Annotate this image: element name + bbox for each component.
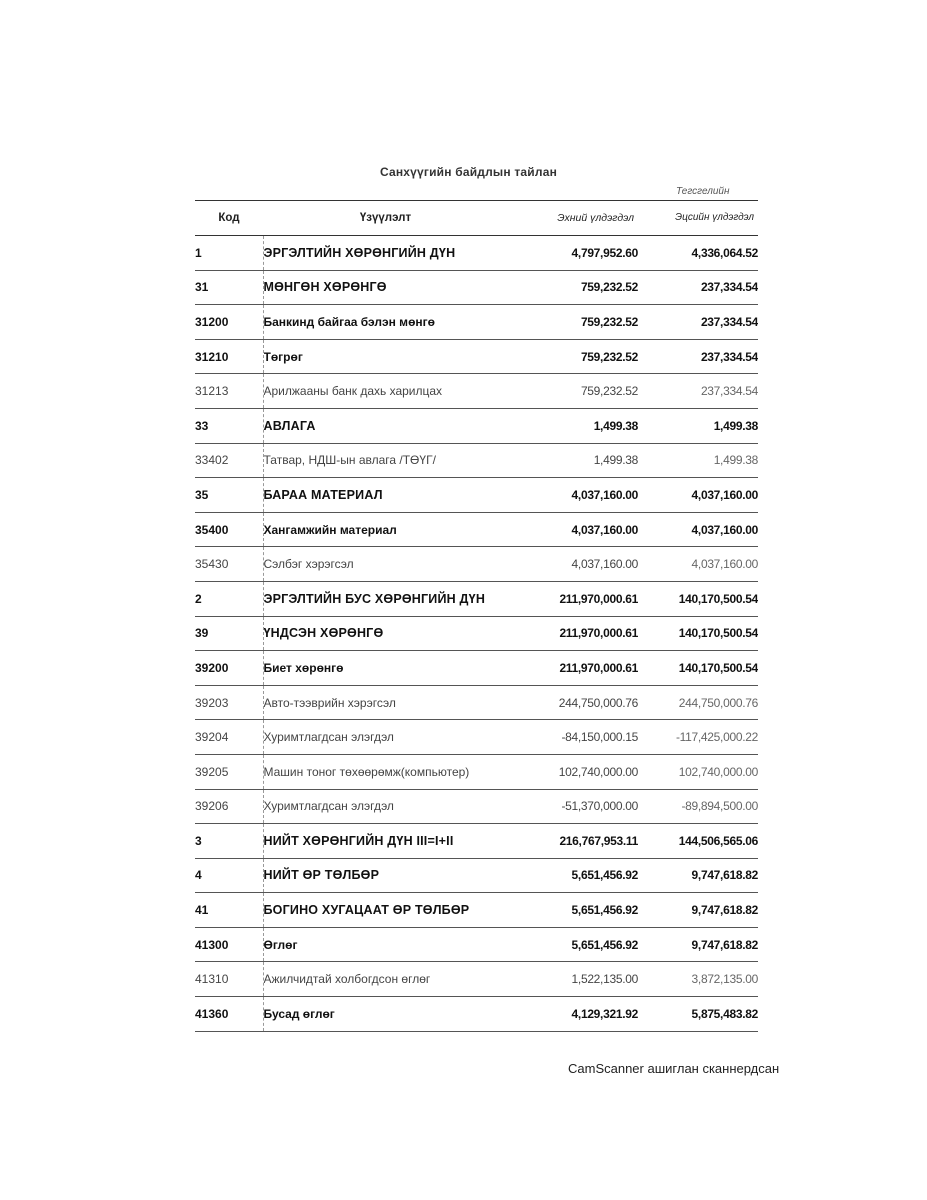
row-description: Төгрөг [263, 339, 508, 374]
row-description: Машин тоног төхөөрөмж(компьютер) [263, 754, 508, 789]
row-opening-balance: 216,767,953.11 [508, 824, 638, 859]
row-opening-balance: 5,651,456.92 [508, 927, 638, 962]
row-closing-balance: 237,334.54 [638, 305, 758, 340]
table-row [195, 789, 758, 824]
header-opening-balance: Эхний үлдэгдэл [508, 201, 638, 236]
row-closing-balance: 1,499.38 [638, 443, 758, 478]
row-description: Хангамжийн материал [263, 512, 508, 547]
row-description: Арилжааны банк дахь харилцах [263, 374, 508, 409]
row-description: БОГИНО ХУГАЦААТ ӨР ТӨЛБӨР [263, 893, 508, 928]
table-row [195, 685, 758, 720]
row-code: 39203 [195, 685, 263, 720]
row-opening-balance: 5,651,456.92 [508, 893, 638, 928]
table-header-row [195, 201, 758, 236]
table-row [195, 443, 758, 478]
row-closing-balance: 9,747,618.82 [638, 858, 758, 893]
table-row [195, 408, 758, 443]
row-description: Авто-тээврийн хэрэгсэл [263, 685, 508, 720]
row-opening-balance: 211,970,000.61 [508, 651, 638, 686]
header-description: Үзүүлэлт [263, 201, 508, 236]
row-opening-balance: 211,970,000.61 [508, 616, 638, 651]
row-opening-balance: 4,129,321.92 [508, 997, 638, 1032]
row-closing-balance: -117,425,000.22 [638, 720, 758, 755]
row-opening-balance: 4,037,160.00 [508, 478, 638, 513]
row-opening-balance: 759,232.52 [508, 305, 638, 340]
table-body [195, 236, 758, 1032]
row-description: ЭРГЭЛТИЙН ХӨРӨНГИЙН ДҮН [263, 236, 508, 271]
row-closing-balance: -89,894,500.00 [638, 789, 758, 824]
row-code: 2 [195, 581, 263, 616]
table-row [195, 997, 758, 1032]
row-code: 31200 [195, 305, 263, 340]
row-code: 31210 [195, 339, 263, 374]
row-opening-balance: 759,232.52 [508, 374, 638, 409]
table-row [195, 512, 758, 547]
row-opening-balance: 211,970,000.61 [508, 581, 638, 616]
table-row [195, 547, 758, 582]
table-row [195, 616, 758, 651]
row-code: 41300 [195, 927, 263, 962]
row-description: Сэлбэг хэрэгсэл [263, 547, 508, 582]
row-description: Бусад өглөг [263, 997, 508, 1032]
row-opening-balance: 759,232.52 [508, 339, 638, 374]
row-closing-balance: 9,747,618.82 [638, 893, 758, 928]
row-opening-balance: 1,522,135.00 [508, 962, 638, 997]
table-row [195, 478, 758, 513]
row-description: Ажилчидтай холбогдсон өглөг [263, 962, 508, 997]
row-description: Татвар, НДШ-ын авлага /ТӨҮГ/ [263, 443, 508, 478]
row-opening-balance: -84,150,000.15 [508, 720, 638, 755]
table-row [195, 720, 758, 755]
row-closing-balance: 1,499.38 [638, 408, 758, 443]
row-description: НИЙТ ХӨРӨНГИЙН ДҮН III=I+II [263, 824, 508, 859]
row-closing-balance: 5,875,483.82 [638, 997, 758, 1032]
row-code: 4 [195, 858, 263, 893]
row-closing-balance: 140,170,500.54 [638, 581, 758, 616]
row-code: 35 [195, 478, 263, 513]
row-description: Биет хөрөнгө [263, 651, 508, 686]
table-row [195, 754, 758, 789]
header-closing-balance: Эцсийн үлдэгдэл [638, 201, 758, 236]
row-description: Хуримтлагдсан элэгдэл [263, 789, 508, 824]
table-row [195, 927, 758, 962]
row-closing-balance: 140,170,500.54 [638, 651, 758, 686]
table-row [195, 893, 758, 928]
table-row [195, 824, 758, 859]
row-opening-balance: 244,750,000.76 [508, 685, 638, 720]
row-opening-balance: -51,370,000.00 [508, 789, 638, 824]
table-row [195, 651, 758, 686]
row-closing-balance: 4,037,160.00 [638, 512, 758, 547]
row-description: НИЙТ ӨР ТӨЛБӨР [263, 858, 508, 893]
row-closing-balance: 102,740,000.00 [638, 754, 758, 789]
row-opening-balance: 4,037,160.00 [508, 547, 638, 582]
row-code: 35400 [195, 512, 263, 547]
scanner-footer-note: CamScanner ашиглан сканнердсан [568, 1061, 780, 1076]
row-description: ҮНДСЭН ХӨРӨНГӨ [263, 616, 508, 651]
row-code: 39 [195, 616, 263, 651]
row-code: 31 [195, 270, 263, 305]
table-row [195, 339, 758, 374]
row-closing-balance: 244,750,000.76 [638, 685, 758, 720]
row-code: 41310 [195, 962, 263, 997]
row-opening-balance: 4,797,952.60 [508, 236, 638, 271]
row-code: 35430 [195, 547, 263, 582]
balance-sheet-table [195, 200, 758, 1032]
report-title: Санхүүгийн байдлын тайлан [379, 165, 558, 179]
table-row [195, 581, 758, 616]
row-closing-balance: 4,037,160.00 [638, 478, 758, 513]
row-closing-balance: 144,506,565.06 [638, 824, 758, 859]
row-code: 39205 [195, 754, 263, 789]
row-description: Банкинд байгаа бэлэн мөнгө [263, 305, 508, 340]
row-closing-balance: 140,170,500.54 [638, 616, 758, 651]
row-opening-balance: 1,499.38 [508, 443, 638, 478]
table-row [195, 270, 758, 305]
row-opening-balance: 1,499.38 [508, 408, 638, 443]
row-closing-balance: 3,872,135.00 [638, 962, 758, 997]
row-code: 39206 [195, 789, 263, 824]
row-code: 41 [195, 893, 263, 928]
table-row [195, 305, 758, 340]
row-closing-balance: 237,334.54 [638, 339, 758, 374]
row-description: Хуримтлагдсан элэгдэл [263, 720, 508, 755]
row-description: ЭРГЭЛТИЙН БУС ХӨРӨНГИЙН ДҮН [263, 581, 508, 616]
table-row [195, 236, 758, 271]
row-opening-balance: 102,740,000.00 [508, 754, 638, 789]
row-code: 33402 [195, 443, 263, 478]
row-closing-balance: 237,334.54 [638, 374, 758, 409]
row-opening-balance: 4,037,160.00 [508, 512, 638, 547]
header-code: Код [195, 201, 263, 236]
row-opening-balance: 759,232.52 [508, 270, 638, 305]
row-description: БАРАА МАТЕРИАЛ [263, 478, 508, 513]
row-code: 3 [195, 824, 263, 859]
row-opening-balance: 5,651,456.92 [508, 858, 638, 893]
row-closing-balance: 9,747,618.82 [638, 927, 758, 962]
table-row [195, 962, 758, 997]
row-code: 39204 [195, 720, 263, 755]
table-row [195, 374, 758, 409]
row-code: 41360 [195, 997, 263, 1032]
row-description: АВЛАГА [263, 408, 508, 443]
row-closing-balance: 237,334.54 [638, 270, 758, 305]
table-row [195, 858, 758, 893]
row-description: Өглөг [263, 927, 508, 962]
row-code: 1 [195, 236, 263, 271]
row-description: МӨНГӨН ХӨРӨНГӨ [263, 270, 508, 305]
column-note: Тегсгелийн [676, 186, 730, 197]
row-code: 31213 [195, 374, 263, 409]
row-closing-balance: 4,037,160.00 [638, 547, 758, 582]
row-code: 39200 [195, 651, 263, 686]
row-code: 33 [195, 408, 263, 443]
row-closing-balance: 4,336,064.52 [638, 236, 758, 271]
